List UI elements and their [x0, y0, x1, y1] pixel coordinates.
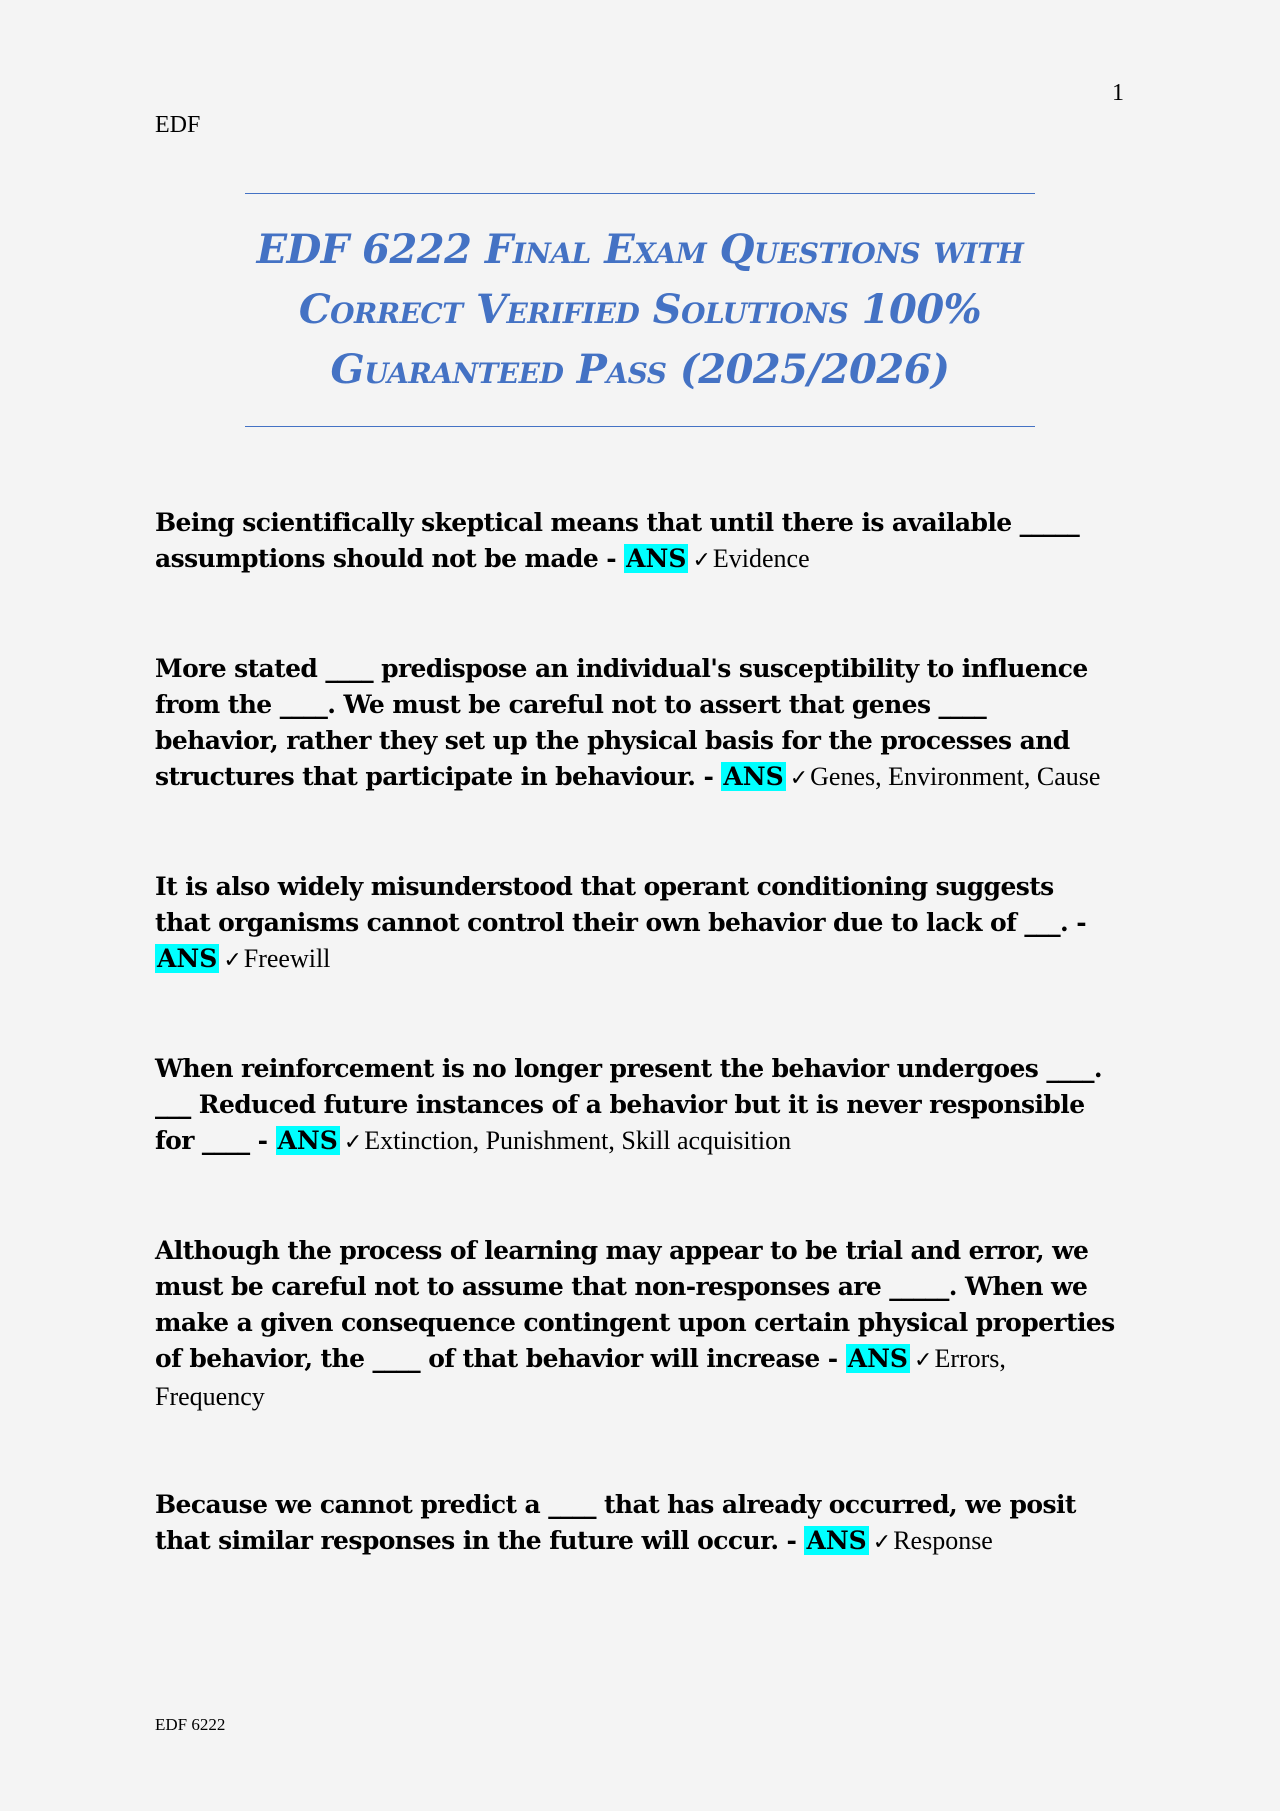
question-item [155, 505, 1115, 579]
question-text: Although the process of learning may appear to be trial and error, we must be careful not to assume that non-responses are _____. When we make a given consequence contingent upon certain physical properties of behavior, the ____ of that behavior will increase - [155, 1236, 1115, 1373]
answer-text: Freewill [243, 944, 331, 973]
question-text: Being scientifically skeptical means that until there is available _____ assumptions should not be made - [155, 508, 1080, 573]
answer-text: Genes, Environment, Cause [810, 762, 1101, 791]
question-item [155, 1051, 1115, 1161]
title-line-3: Guaranteed Pass (2025/2026) [330, 346, 950, 393]
question-text: Because we cannot predict a ____ that has already occurred, we posit that similar responses in the future will occur. - [155, 1490, 1076, 1555]
title-line-1: EDF 6222 Final Exam Questions with [256, 226, 1024, 273]
ans-highlight: ANS [847, 1344, 908, 1373]
answer-text: Evidence [712, 544, 810, 573]
question-text: More stated ____ predispose an individual's susceptibility to influence from the ____. We must be careful not to assert that genes ____ behavior, rather they set up the physical basis for the processes and structures that participate in behaviour. - [155, 654, 1088, 791]
answer-text: Errors, Frequency [155, 1344, 1006, 1411]
question-item [155, 1487, 1115, 1561]
checkmark-icon: ✓ [872, 1530, 892, 1555]
header-label: EDF [155, 112, 201, 138]
checkmark-icon: ✓ [223, 948, 242, 973]
checkmark-icon: ✓ [914, 1348, 933, 1373]
ans-highlight: ANS [806, 1526, 867, 1555]
checkmark-icon: ✓ [789, 766, 809, 791]
question-item [155, 651, 1115, 797]
title-line-2: Correct Verified Solutions 100% [298, 286, 982, 333]
question-text: When reinforcement is no longer present the behavior undergoes ____. ___ Reduced future instances of a behavior but it is never responsible for ____ - [155, 1054, 1103, 1155]
ans-highlight: ANS [723, 762, 784, 791]
ans-highlight: ANS [277, 1126, 338, 1155]
footer-label: EDF 6222 [155, 1715, 226, 1734]
page-number: 1 [1112, 80, 1124, 106]
document-title [245, 193, 1035, 427]
ans-highlight: ANS [157, 944, 218, 973]
answer-text: Extinction, Punishment, Skill acquisition [364, 1126, 792, 1155]
answer-text: Response [893, 1526, 993, 1555]
question-item [155, 869, 1115, 979]
question-text: It is also widely misunderstood that operant conditioning suggests that organisms cannot control their own behavior due to lack of ___. - [155, 872, 1087, 937]
ans-highlight: ANS [626, 544, 687, 573]
checkmark-icon: ✓ [692, 548, 711, 573]
question-list [155, 505, 1115, 1633]
checkmark-icon: ✓ [343, 1130, 363, 1155]
question-item [155, 1233, 1115, 1415]
